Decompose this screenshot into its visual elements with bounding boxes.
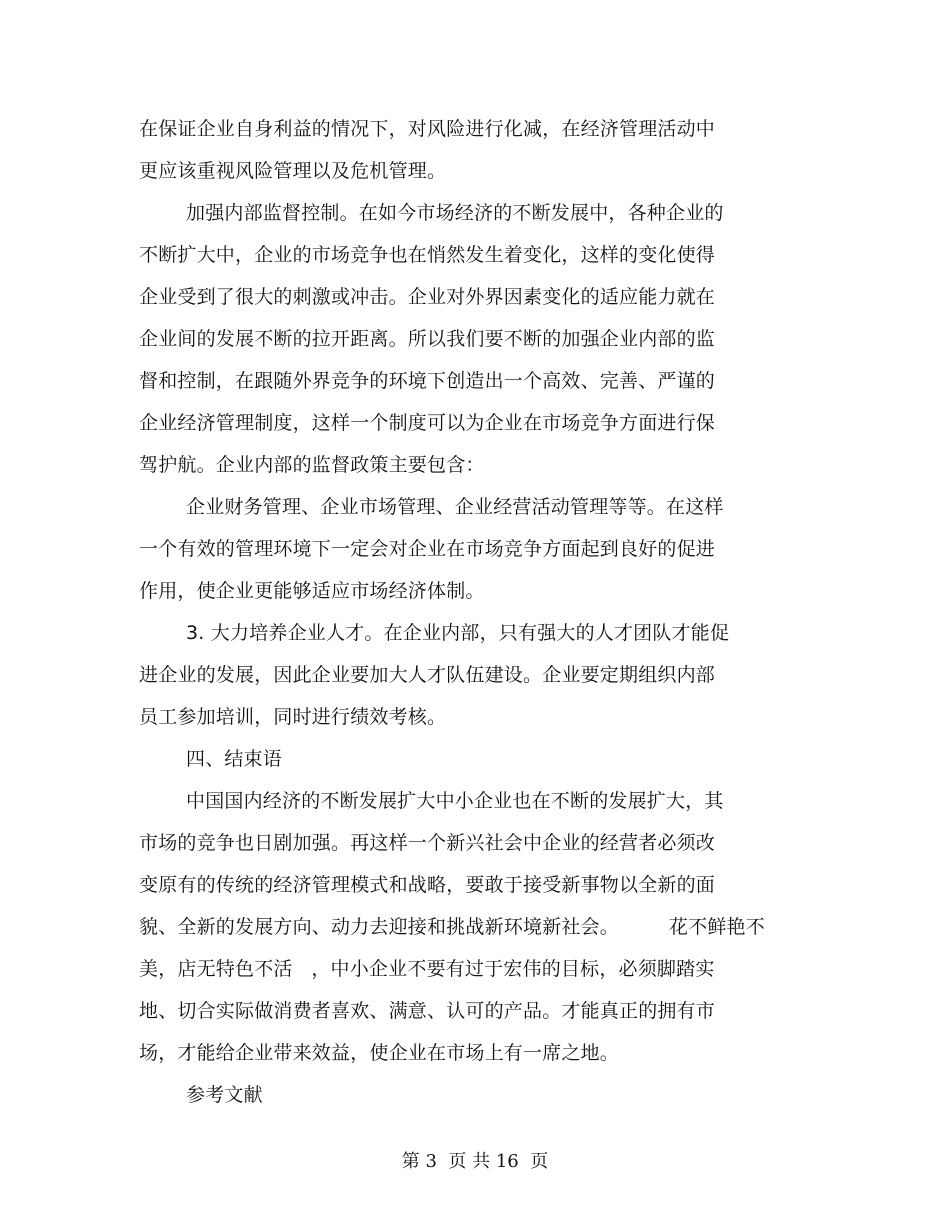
text-line: 貌、全新的发展方向、动力去迎接和挑战新环境新社会。 花不鲜艳不: [139, 916, 765, 938]
text-line: 中国国内经济的不断发展扩大中小企业也在不断的发展扩大，其: [186, 790, 724, 812]
text-line: 变原有的传统的经济管理模式和战略，要敢于接受新事物以全新的面: [139, 874, 716, 896]
text-line: 市场的竞争也日剧加强。再这样一个新兴社会中企业的经营者必须改: [139, 832, 716, 854]
text-line: 督和控制，在跟随外界竞争的环境下创造出一个高效、完善、严谨的: [139, 370, 716, 392]
text-line: 地、切合实际做消费者喜欢、满意、认可的产品。才能真正的拥有市: [139, 1000, 716, 1022]
text-line: 美，店无特色不活 ，中小企业不要有过于宏伟的目标，必须脚踏实: [139, 958, 715, 980]
section-heading: 参考文献: [186, 1084, 263, 1106]
section-heading: 四、结束语: [186, 748, 283, 770]
text-line: 员工参加培训，同时进行绩效考核。: [139, 706, 447, 728]
text-line: 企业间的发展不断的拉开距离。所以我们要不断的加强企业内部的监: [139, 328, 716, 350]
text-line: 在保证企业自身利益的情况下，对风险进行化减，在经济管理活动中: [139, 118, 716, 140]
text-line: 企业经济管理制度，这样一个制度可以为企业在市场竞争方面进行保: [139, 412, 716, 434]
text-line: 不断扩大中，企业的市场竞争也在悄然发生着变化，这样的变化使得: [139, 244, 716, 266]
text-line: 作用，使企业更能够适应市场经济体制。: [139, 580, 485, 602]
text-line: 企业财务管理、企业市场管理、企业经营活动管理等等。在这样: [186, 496, 724, 518]
text-line: 企业受到了很大的刺激或冲击。企业对外界因素变化的适应能力就在: [139, 286, 716, 308]
text-line: 场，才能给企业带来效益，使企业在市场上有一席之地。: [139, 1042, 620, 1064]
text-line: 更应该重视风险管理以及危机管理。: [139, 160, 447, 182]
text-line: 进企业的发展，因此企业要加大人才队伍建设。企业要定期组织内部: [139, 664, 716, 686]
text-line: 驾护航。企业内部的监督政策主要包含：: [139, 454, 485, 476]
text-line: 加强内部监督控制。在如今市场经济的不断发展中，各种企业的: [186, 202, 724, 224]
text-line: 一个有效的管理环境下一定会对企业在市场竞争方面起到良好的促进: [139, 538, 716, 560]
text-line: 3. 大力培养企业人才。在企业内部，只有强大的人才团队才能促: [186, 622, 730, 644]
page-number-footer: 第 3 页 共 16 页: [401, 1151, 549, 1172]
